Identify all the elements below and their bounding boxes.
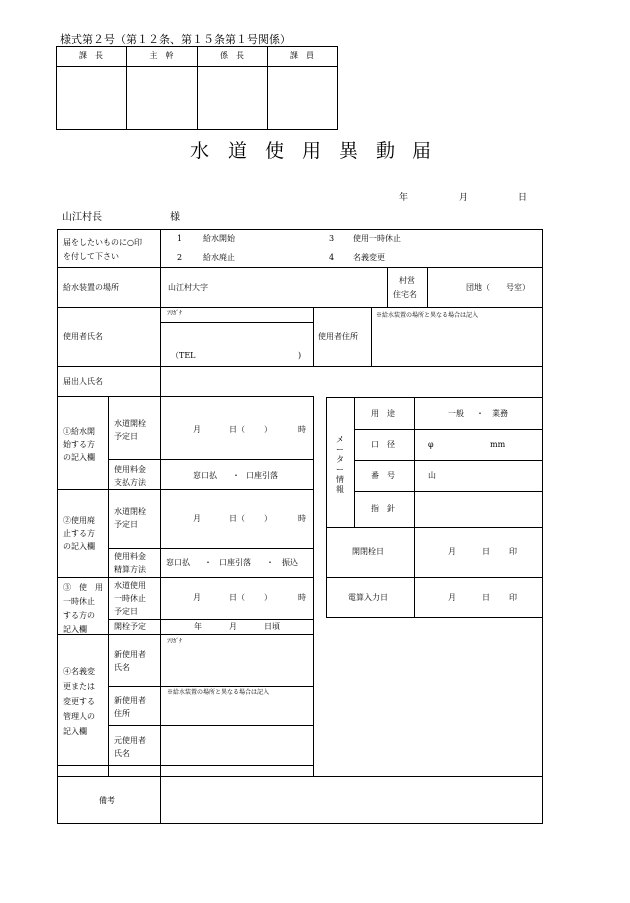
computer-input-date-label: 電算入力日 [348, 593, 388, 602]
computer-input-date-day: 日 [482, 593, 490, 602]
settlement-separator: ・ [204, 558, 212, 567]
title-char: 使 [265, 140, 285, 162]
date-year: 年 [399, 193, 409, 203]
suspend-date-paren: ） [264, 593, 272, 602]
title-char: 水 [190, 140, 210, 162]
reopen-plan-year: 年 [194, 622, 202, 631]
section1-label-line: ①給水開 [63, 427, 95, 436]
suspend-date-month: 月 [193, 593, 201, 602]
title-char: 道 [228, 140, 248, 162]
section4-label-line: 管理人の [63, 712, 95, 721]
user-name-furigana: ﾌﾘｶﾞﾅ [167, 310, 183, 317]
circle-instruction-line1: 届をしたいものに○印 [63, 238, 142, 247]
title-char: 動 [376, 140, 396, 162]
former-user-name-label-line: 氏名 [114, 749, 130, 758]
payment-method-label-line: 使用料金 [114, 465, 146, 474]
option-number: 1 [177, 234, 183, 243]
suspend-date-day: 日（ [229, 593, 245, 602]
user-tel-label: （TEL [171, 351, 196, 360]
user-tel-close: ) [298, 351, 302, 360]
former-user-name-label-line: 元使用者 [114, 736, 146, 745]
section4-label-line: 変更する [63, 697, 95, 706]
section3-label-line: ③ 使 用 [63, 583, 103, 592]
section1-label-line: の記入欄 [63, 453, 95, 462]
meter-label-char: タ [336, 455, 344, 464]
computer-input-date-seal: 印 [509, 593, 517, 602]
housing-value[interactable]: 団地（ 号室） [466, 283, 530, 292]
addressee-honorific: 様 [170, 212, 180, 223]
title-char: 異 [339, 140, 359, 162]
date-day: 日 [518, 193, 528, 203]
meter-usage-separator: ・ [476, 409, 484, 418]
meter-diameter-symbol: φ [428, 440, 434, 449]
close-date-paren: ） [264, 514, 272, 523]
form-number: 様式第２号（第１２条、第１５条第１号関係） [60, 33, 291, 46]
housing-label-line1: 村営 [399, 276, 415, 285]
option-number: 2 [177, 253, 183, 262]
new-user-name-label-line: 新使用者 [114, 650, 146, 659]
suspend-date-time: 時 [298, 593, 306, 602]
applicant-label: 届出人氏名 [63, 377, 103, 386]
reopen-plan-label: 開栓予定 [114, 622, 146, 631]
user-address-label: 使用者住所 [318, 332, 358, 341]
valve-date-label: 開閉栓日 [352, 547, 384, 556]
section2-label-line: ②使用廃 [63, 516, 95, 525]
meter-usage-label: 用 途 [371, 409, 395, 418]
open-date-month: 月 [193, 425, 201, 434]
new-user-address-note: ※給水装置の場所と異なる場合は記入 [167, 689, 270, 696]
section3-label-line: する方の [63, 611, 95, 620]
section2-label-line: 止する方 [63, 529, 95, 538]
meter-label-char: 情 [336, 475, 344, 484]
approval-section-chief: 課 長 [79, 51, 103, 60]
close-date-month: 月 [193, 514, 201, 523]
option-supply-start[interactable]: 給水開始 [203, 234, 235, 243]
meter-number-prefix: 山 [428, 471, 436, 480]
option-number: 4 [329, 253, 335, 262]
option-supply-abolition[interactable]: 給水廃止 [203, 253, 235, 262]
payment-window[interactable]: 窓口払 [193, 471, 217, 480]
open-date-day: 日（ [229, 425, 245, 434]
user-address-note: ※給水装置の場所と異なる場合は記入 [376, 312, 479, 319]
close-date-day: 日（ [229, 514, 245, 523]
option-name-change[interactable]: 名義変更 [353, 253, 385, 262]
new-user-furigana: ﾌﾘｶﾞﾅ [167, 638, 183, 645]
computer-input-date-month: 月 [448, 593, 456, 602]
settlement-window[interactable]: 窓口払 [166, 558, 190, 567]
settlement-transfer[interactable]: 振込 [282, 558, 298, 567]
meter-label-char: 報 [336, 485, 344, 494]
payment-separator: ・ [232, 471, 240, 480]
close-date-label-line: 水道閉栓 [114, 507, 146, 516]
section2-label-line: の記入欄 [63, 542, 95, 551]
title-char: 届 [412, 140, 432, 162]
close-date-time: 時 [298, 514, 306, 523]
section3-label-line: 一時休止 [63, 597, 95, 606]
approval-supervisor: 主 幹 [149, 51, 174, 60]
payment-debit[interactable]: 口座引落 [246, 471, 278, 480]
circle-instruction-line2: を付して下さい [63, 252, 119, 261]
meter-reading-label: 指 針 [371, 504, 395, 513]
section4-label-line: ④名義変 [63, 667, 95, 676]
meter-usage-business[interactable]: 業務 [492, 409, 508, 418]
valve-date-seal: 印 [509, 547, 517, 556]
settlement-method-label-line: 使用料金 [114, 552, 146, 561]
meter-label-char: ー [336, 445, 344, 454]
location-label: 給水装置の場所 [63, 283, 119, 292]
payment-method-label-line: 支払方法 [114, 478, 146, 487]
close-date-label-line: 予定日 [114, 520, 138, 529]
valve-date-day: 日 [482, 547, 490, 556]
settlement-method-label-line: 精算方法 [114, 565, 146, 574]
remarks-label: 備考 [99, 796, 115, 805]
housing-label-line2: 住宅名 [393, 290, 417, 299]
suspend-date-label-line: 予定日 [114, 607, 138, 616]
meter-usage-general[interactable]: 一般 [448, 409, 464, 418]
new-user-address-label-line: 住所 [114, 709, 130, 718]
meter-diameter-label: 口 径 [371, 440, 395, 449]
section4-label-line: 記入欄 [63, 727, 87, 736]
settlement-separator: ・ [266, 558, 274, 567]
location-value[interactable]: 山江村大字 [168, 283, 208, 292]
approval-subsection-chief: 係 長 [220, 51, 244, 60]
section1-label-line: 始する方 [63, 440, 95, 449]
open-date-label-line: 予定日 [114, 432, 138, 441]
reopen-plan-month: 月 [229, 622, 237, 631]
title-char: 用 [302, 140, 322, 162]
date-month: 月 [459, 193, 469, 203]
meter-label-char: メ [336, 435, 344, 444]
new-user-address-label-line: 新使用者 [114, 696, 146, 705]
meter-number-label: 番 号 [371, 471, 395, 480]
meter-diameter-unit: mm [490, 440, 506, 449]
valve-date-month: 月 [448, 547, 456, 556]
user-name-label: 使用者氏名 [63, 332, 103, 341]
section4-label-line: 更または [63, 682, 95, 691]
option-temporary-suspension[interactable]: 使用一時休止 [353, 234, 401, 243]
meter-label-char: ー [336, 465, 344, 474]
new-user-name-label-line: 氏名 [114, 663, 130, 672]
open-date-paren: ） [264, 425, 272, 434]
suspend-date-label-line: 水道使用 [114, 581, 146, 590]
approval-staff: 課 員 [290, 51, 314, 60]
settlement-debit[interactable]: 口座引落 [219, 558, 251, 567]
reopen-plan-day: 日頃 [264, 622, 280, 631]
suspend-date-label-line: 一時休止 [114, 594, 146, 603]
addressee-name: 山江村長 [62, 212, 102, 223]
section3-label-line: 記入欄 [63, 625, 87, 634]
open-date-time: 時 [298, 425, 306, 434]
open-date-label-line: 水道開栓 [114, 419, 146, 428]
option-number: 3 [329, 234, 335, 243]
